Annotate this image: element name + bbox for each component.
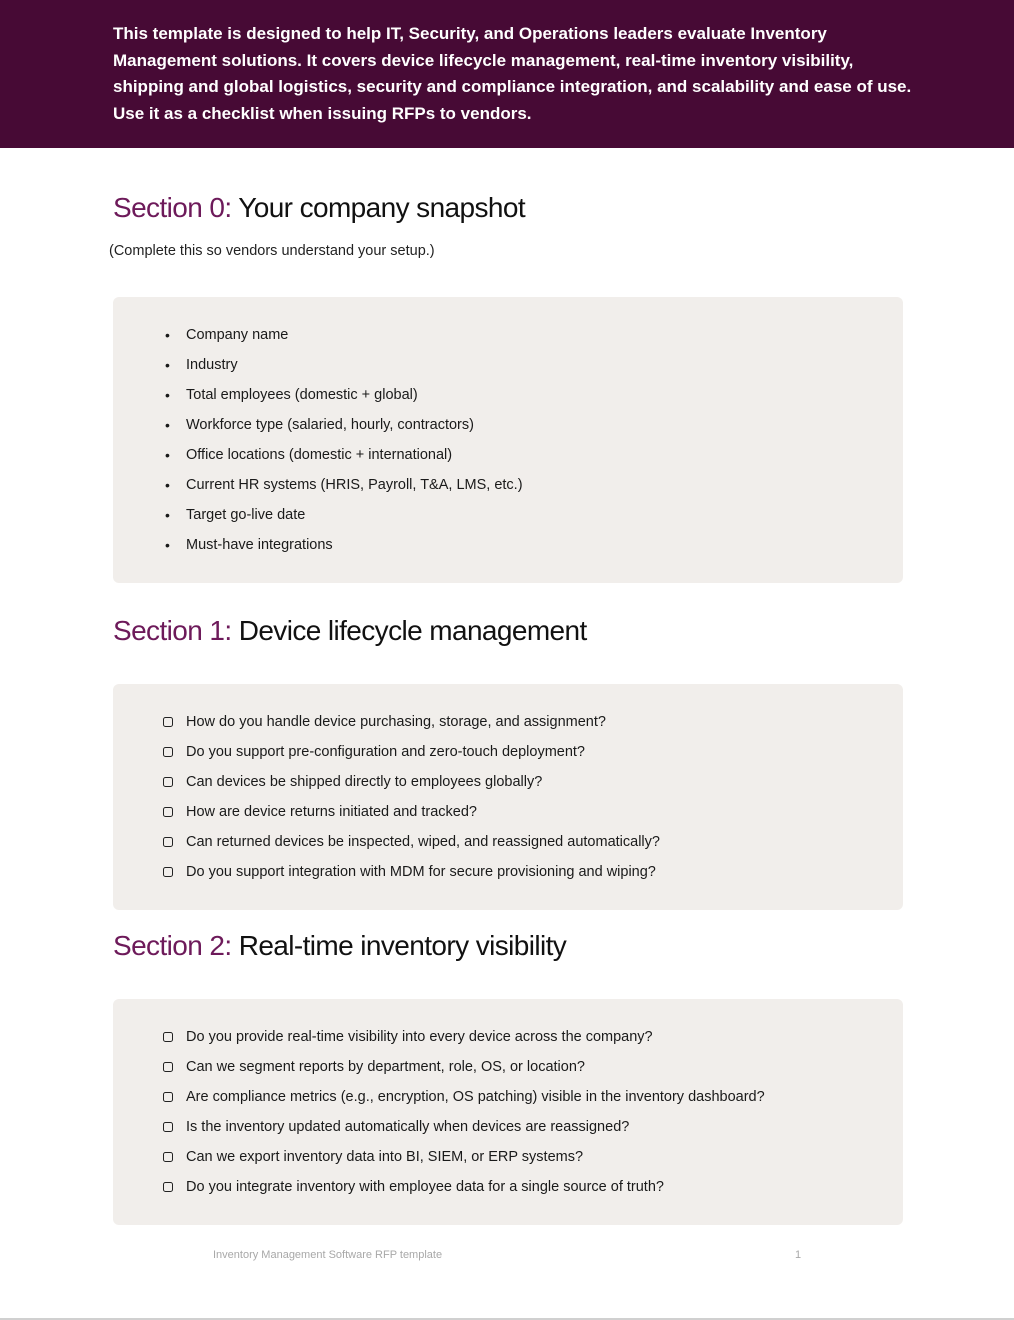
section-1-card (113, 684, 903, 910)
checklist-item: How do you handle device purchasing, storage, and assignment? (165, 712, 660, 742)
bullet-icon: • (165, 507, 170, 523)
list-item: • Workforce type (salaried, hourly, contractors) (165, 417, 474, 433)
checklist-item: Do you provide real-time visibility into every device across the company? (165, 1027, 765, 1057)
footer-doc-title: Inventory Management Software RFP template (213, 1249, 443, 1261)
bullet-icon: • (165, 537, 170, 553)
bullet-icon: • (165, 327, 170, 343)
section-1-number: Section 1: (113, 615, 232, 646)
checklist-item: Are compliance metrics (e.g., encryption, OS patching) visible in the inventory dashboard? (165, 1087, 765, 1117)
section-1-heading (113, 615, 587, 647)
section-0-number: Section 0: (113, 192, 232, 223)
checklist-item: How are device returns initiated and tracked? (165, 802, 660, 832)
checklist-item: Can returned devices be inspected, wiped, and reassigned automatically? (165, 832, 660, 862)
section-0-card (113, 297, 903, 583)
company-snapshot-list (165, 325, 523, 565)
bullet-icon: • (165, 387, 170, 403)
checkbox-icon[interactable] (163, 1182, 173, 1192)
section-2-number: Section 2: (113, 930, 232, 961)
section-2-card (113, 999, 903, 1225)
section-0-intro: (Complete this so vendors understand your setup.) (109, 243, 435, 259)
checkbox-icon[interactable] (163, 807, 173, 817)
header-banner (0, 0, 1014, 148)
list-item: • Company name (165, 327, 289, 343)
bullet-icon: • (165, 447, 170, 463)
banner-text: This template is designed to help IT, Security, and Operations leaders evaluate Inventory Management solutions. It covers device lifecycle management, real-time inventory visibility, shipping and global logistics, security and compliance integration, and scalability and ease of use. Use it as a checklist when issuing RFPs to vendors. (113, 24, 912, 123)
list-item: • Total employees (domestic + global) (165, 387, 418, 403)
checkbox-icon[interactable] (163, 1092, 173, 1102)
section-0-title: Your company snapshot (238, 192, 526, 223)
checklist-item: Can devices be shipped directly to employees globally? (165, 772, 660, 802)
section-0-heading (113, 192, 525, 224)
checklist-item: Do you support integration with MDM for secure provisioning and wiping? (165, 862, 660, 892)
checkbox-icon[interactable] (163, 777, 173, 787)
visibility-checklist (165, 1027, 765, 1207)
checklist-item: Can we export inventory data into BI, SIEM, or ERP systems? (165, 1147, 765, 1177)
checkbox-icon[interactable] (163, 717, 173, 727)
list-item: • Industry (165, 357, 238, 373)
checkbox-icon[interactable] (163, 1062, 173, 1072)
list-item: • Office locations (domestic + international) (165, 447, 453, 463)
list-item: • Must-have integrations (165, 537, 333, 553)
checklist-item: Is the inventory updated automatically when devices are reassigned? (165, 1117, 765, 1147)
checkbox-icon[interactable] (163, 1152, 173, 1162)
section-2-title: Real-time inventory visibility (238, 930, 567, 961)
checklist-item: Do you integrate inventory with employee data for a single source of truth? (165, 1177, 765, 1207)
section-2-heading (113, 930, 566, 962)
checkbox-icon[interactable] (163, 747, 173, 757)
checkbox-icon[interactable] (163, 1122, 173, 1132)
footer-page-number: 1 (795, 1249, 802, 1261)
bullet-icon: • (165, 357, 170, 373)
checklist-item: Can we segment reports by department, role, OS, or location? (165, 1057, 765, 1087)
checkbox-icon[interactable] (163, 1032, 173, 1042)
checkbox-icon[interactable] (163, 837, 173, 847)
list-item: • Target go-live date (165, 507, 306, 523)
bullet-icon: • (165, 477, 170, 493)
bullet-icon: • (165, 417, 170, 433)
checkbox-icon[interactable] (163, 867, 173, 877)
lifecycle-checklist (165, 712, 660, 892)
checklist-item: Do you support pre-configuration and zero-touch deployment? (165, 742, 660, 772)
section-1-title: Device lifecycle management (238, 615, 587, 646)
list-item: • Current HR systems (HRIS, Payroll, T&A, LMS, etc.) (165, 477, 523, 493)
